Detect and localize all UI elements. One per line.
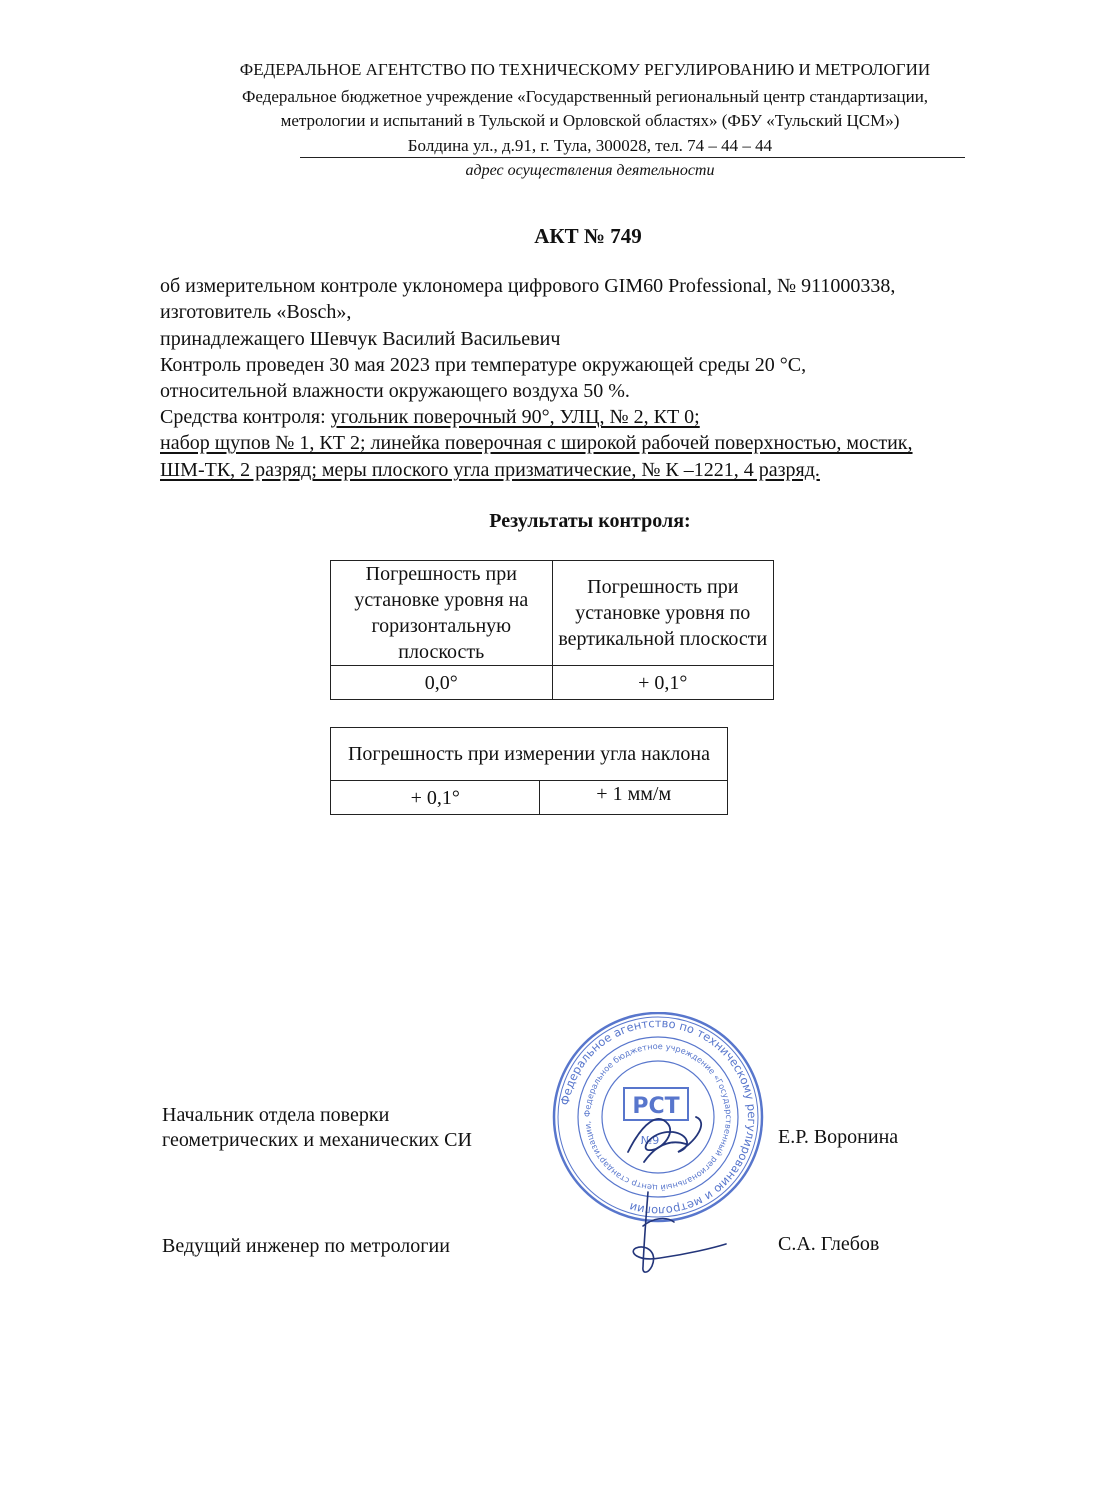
act-title: АКТ № 749 — [534, 224, 642, 248]
stamp-number: №9 — [640, 1134, 660, 1147]
signature-voronina — [628, 1117, 701, 1162]
value-horizontal: 0,0° — [331, 666, 553, 700]
body-line-7: набор щупов № 1, КТ 2; линейка поверочная с широкой рабочей поверхностью, мостик, — [160, 432, 913, 454]
value-vertical: + 0,1° — [552, 666, 773, 700]
results-table-2 — [330, 727, 728, 815]
header-divider — [300, 157, 965, 158]
head-title-line-2: геометрических и механических СИ — [162, 1129, 472, 1151]
body-line-8: ШМ-ТК, 2 разряд; меры плоского угла призматические, № К –1221, 4 разряд. — [160, 459, 820, 481]
official-stamp — [548, 1012, 788, 1287]
institution-line-1: Федеральное бюджетное учреждение «Государственный региональный центр стандартизации, — [241, 87, 929, 106]
control-means-value: угольник поверочный 90°, УЛЦ, № 2, КТ 0; — [330, 406, 700, 428]
body-line-5: относительной влажности окружающего воздуха 50 %. — [160, 380, 630, 402]
stamp-inner-text: Федеральное бюджетное учреждение «Государственный региональный центр стандартизации, — [581, 1040, 735, 1194]
header-angle-error: Погрешность при измерении угла наклона — [331, 728, 728, 781]
stamp-center-text: РСТ — [632, 1094, 680, 1119]
body-line-6 — [160, 404, 700, 430]
control-means-label: Средства контроля: — [160, 406, 331, 428]
body-line-4: Контроль проведен 30 мая 2023 при температуре окружающей среды 20 °С, — [160, 354, 807, 376]
value-mm: + 1 мм/м — [540, 781, 728, 815]
head-title-line-1: Начальник отдела поверки — [162, 1104, 390, 1126]
body-line-1: об измерительном контроле уклономера цифрового GIM60 Professional, № 911000338, — [160, 275, 896, 297]
agency-name: ФЕДЕРАЛЬНОЕ АГЕНТСТВО ПО ТЕХНИЧЕСКОМУ РЕГУЛИРОВАНИЮ И МЕТРОЛОГИИ — [239, 60, 931, 79]
stamp-outer-text: Федеральное агентство по техническому регулированию и метрологии — [557, 1015, 760, 1219]
institution-line-2: метрологии и испытаний в Тульской и Орловской областях» (ФБУ «Тульский ЦСМ») — [280, 111, 900, 130]
value-angle: + 0,1° — [331, 781, 540, 815]
header-horizontal: Погрешность при установке уровня на горизонтальную плоскость — [331, 561, 553, 666]
body-line-3: принадлежащего Шевчук Василий Васильевич — [160, 328, 561, 350]
results-table-1 — [330, 560, 774, 700]
address-caption: адрес осуществления деятельности — [465, 162, 715, 179]
address: Болдина ул., д.91, г. Тула, 300028, тел. 74 – 44 – 44 — [407, 136, 773, 155]
engineer-title: Ведущий инженер по метрологии — [162, 1235, 450, 1257]
engineer-name: С.А. Глебов — [778, 1233, 880, 1255]
header-vertical: Погрешность при установке уровня по вертикальной плоскости — [552, 561, 773, 666]
head-name: Е.Р. Воронина — [778, 1126, 899, 1148]
results-title: Результаты контроля: — [489, 510, 691, 532]
body-line-2: изготовитель «Bosch», — [160, 301, 352, 323]
